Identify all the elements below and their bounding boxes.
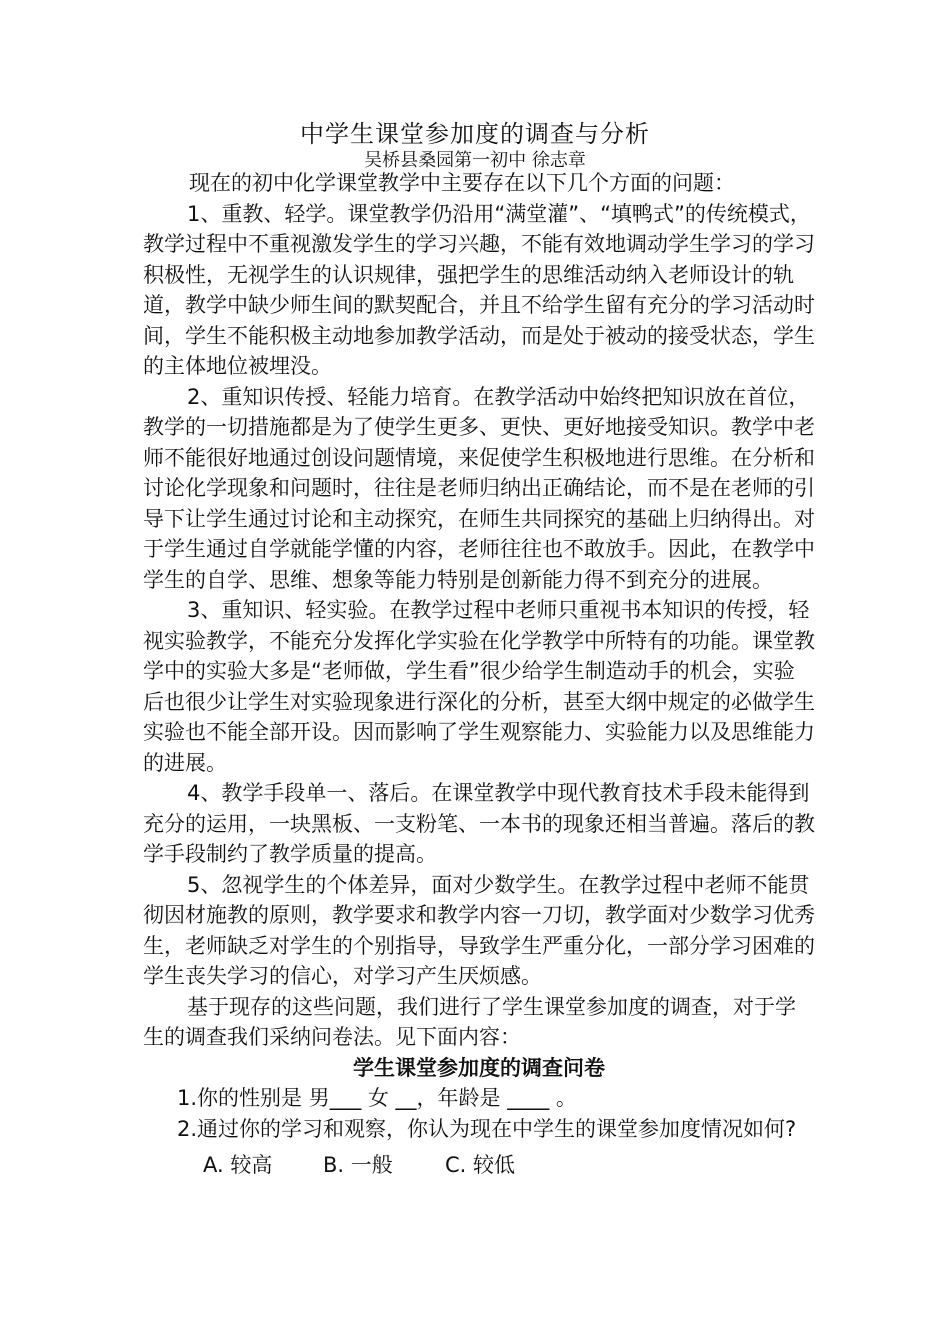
- question-2-options: [143, 1150, 815, 1181]
- problem-paragraph-4: 4、教学手段单一、落后。在课堂教学中现代教育技术手段未能得到充分的运用，一块黑板、一支粉笔、一本书的现象还相当普遍。落后的教学手段制约了教学质量的提高。: [143, 781, 815, 866]
- question-1: 1.你的性别是 男___ 女 __，年龄是 ____ 。: [177, 1086, 577, 1110]
- option-b: B. 一般: [323, 1153, 393, 1177]
- option-a: A. 较高: [203, 1153, 273, 1177]
- problem-paragraph-2: 2、重知识传授、轻能力培育。在教学活动中始终把知识放在首位，教学的一切措施都是为了使学生更多、更快、更好地接受知识。教学中老师不能很好地通过创设问题情境，来促使学生积极地进行思维。在分析和讨论化学现象和问题时，往往是老师归纳出正确结论，而不是在老师的引导下让学生通过讨论和主动探究，在师生共同探究的基础上归纳得出。对于学生通过自学就能学懂的内容，老师往往也不敢放手。因此，在教学中学生的自学、思维、想象等能力特别是创新能力得不到充分的进展。: [143, 384, 815, 592]
- document-body: [143, 168, 815, 1181]
- option-c: C. 较低: [445, 1153, 516, 1177]
- problem-paragraph-1: 1、重教、轻学。课堂教学仍沿用“满堂灌”、“填鸭式”的传统模式，教学过程中不重视激发学生的学习兴趣，不能有效地调动学生学习的学习积极性，无视学生的认识规律，强把学生的思维活动纳入老师设计的轨道，教学中缺少师生间的默契配合，并且不给学生留有充分的学习活动时间，学生不能积极主动地参加教学活动，而是处于被动的接受状态，学生的主体地位被埋没。: [143, 201, 815, 378]
- question-2: 2.通过你的学习和观察，你认为现在中学生的课堂参加度情况如何?: [177, 1116, 797, 1141]
- problem-paragraph-5: 5、忽视学生的个体差异，面对少数学生。在教学过程中老师不能贯彻因材施教的原则，教学要求和教学内容一刀切，教学面对少数学习优秀生，老师缺乏对学生的个别指导，导致学生严重分化，一部分学习困难的学生丧失学习的信心，对学习产生厌烦感。: [143, 872, 815, 988]
- problem-paragraph-3: 3、重知识、轻实验。在教学过程中老师只重视书本知识的传授，轻视实验教学，不能充分发挥化学实验在化学教学中所特有的功能。课堂教学中的实验大多是“老师做，学生看”很少给学生制造动手的机会，实验后也很少让学生对实验现象进行深化的分析，甚至大纲中规定的必做学生实验也不能全部开设。因而影响了学生观察能力、实验能力以及思维能力的进展。: [143, 598, 815, 775]
- document-title: 中学生课堂参加度的调查与分析: [300, 120, 650, 148]
- transition-paragraph: 基于现存的这些问题，我们进行了学生课堂参加度的调查，对于学生的调查我们采纳问卷法。见下面内容：: [143, 994, 796, 1049]
- intro-paragraph: 现在的初中化学课堂教学中主要存在以下几个方面的问题：: [189, 171, 735, 195]
- author-byline: 吴桥县桑园第一初中 徐志章: [364, 150, 586, 171]
- questionnaire-title: 学生课堂参加度的调查问卷: [353, 1055, 605, 1080]
